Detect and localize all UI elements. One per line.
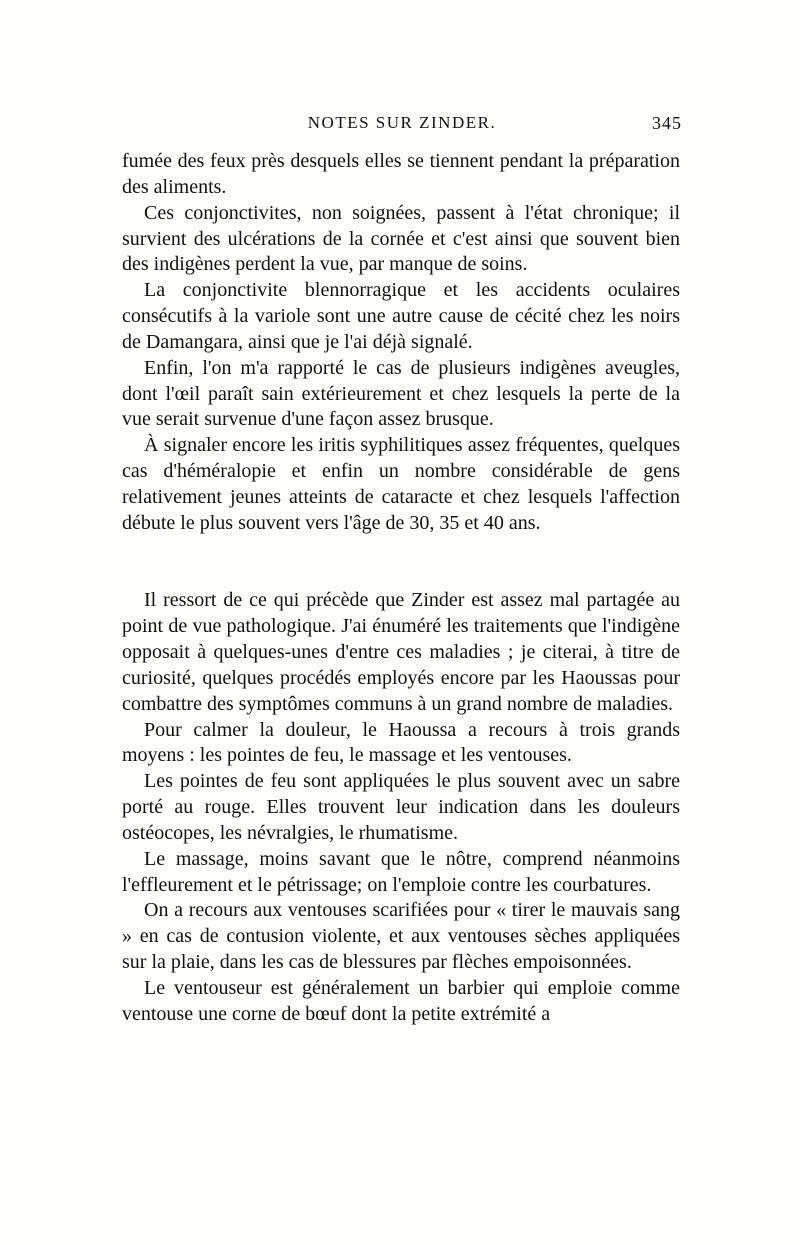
paragraph: Pour calmer la douleur, le Haoussa a recours à trois grands moyens : les pointes de feu, le massage et les ventouses. [122,718,680,767]
paragraph: Enfin, l'on m'a rapporté le cas de plusieurs indigènes aveugles, dont l'œil paraît sain extérieurement et chez lesquels la perte de la vue serait survenue d'une façon assez brusque. [122,356,680,431]
paragraph: Ces conjonctivites, non soignées, passent à l'état chronique; il survient des ulcérations de la cornée et c'est ainsi que souvent bien des indigènes perdent la vue, par manque de soins. [122,201,680,276]
running-title: NOTES SUR ZINDER. [307,113,497,132]
paragraph: On a recours aux ventouses scarifiées pour « tirer le mauvais sang » en cas de contusion violente, et aux ventouses sèches appliquées sur la plaie, dans les cas de blessures par flèches empoisonnées. [122,899,680,974]
paragraph: Le massage, moins savant que le nôtre, comprend néanmoins l'effleurement et le pétrissage; on l'emploie contre les courbatures. [122,847,680,896]
paragraph: À signaler encore les iritis syphilitiques assez fréquentes, quelques cas d'héméralopie et enfin un nombre considérable de gens relativement jeunes atteints de cataracte et chez lesquels l'affection débute le plus souvent vers l'âge de 30, 35 et 40 ans. [122,434,680,534]
page-number: 345 [652,113,682,133]
paragraph: Il ressort de ce qui précède que Zinder est assez mal partagée au point de vue pathologique. J'ai énuméré les traitements que l'indigène opposait à quelques-unes d'entre ces maladies ; je citerai, à titre de curiosité, quelques procédés employés encore par les Haoussas pour combattre des symptômes communs à un grand nombre de maladies. [122,589,680,715]
paragraph-continuation: fumée des feux près desquels elles se tiennent pendant la préparation des aliments. [122,150,680,198]
paragraph: Le ventouseur est généralement un barbier qui emploie comme ventouse une corne de bœuf dont la petite extrémité a [122,977,680,1025]
paragraph: Les pointes de feu sont appliquées le plus souvent avec un sabre porté au rouge. Elles trouvent leur indication dans les douleurs ostéocopes, les névralgies, le rhumatisme. [122,770,680,844]
body-text [122,149,680,1028]
section-break [122,537,680,589]
paragraph: La conjonctivite blennorragique et les accidents oculaires consécutifs à la variole sont une autre cause de cécité chez les noirs de Damangara, ainsi que je l'ai déjà signalé. [122,279,680,353]
running-head [122,113,682,139]
